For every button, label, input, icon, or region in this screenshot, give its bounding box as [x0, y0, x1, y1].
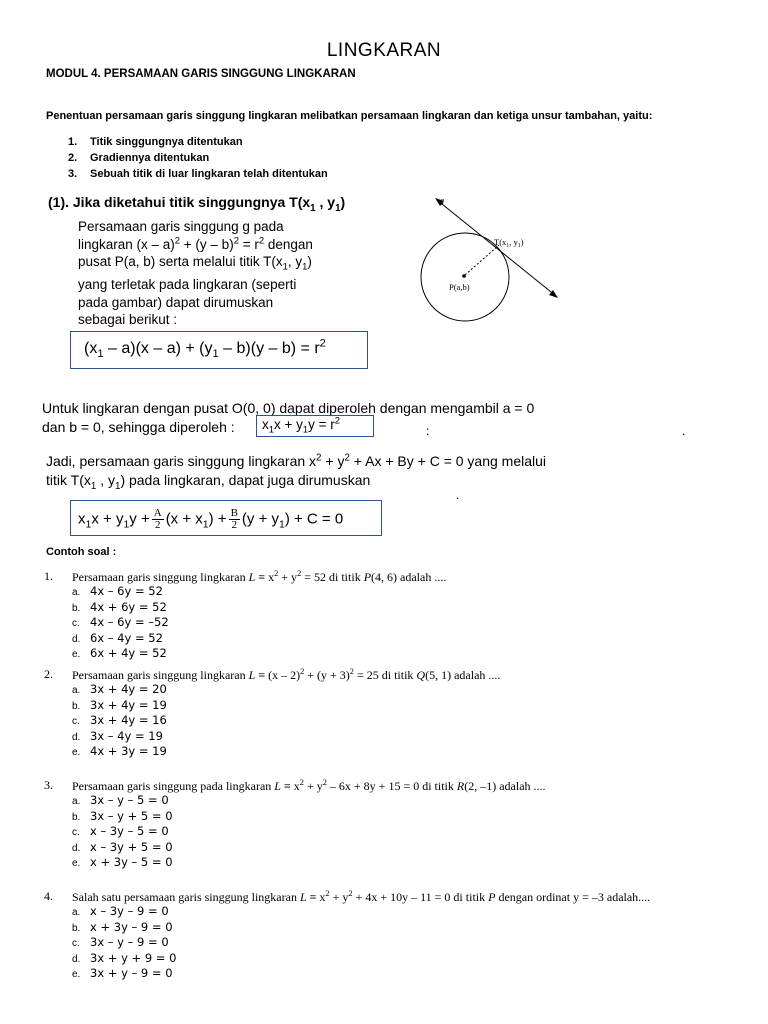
- question-text: Persamaan garis singgung lingkaran $L \equiv x^2 + y^2 = 52$ di titik P(4, 6) adalah ....: [72, 569, 447, 584]
- module-subtitle: MODUL 4. PERSAMAAN GARIS SINGGUNG LINGKARAN: [46, 68, 356, 80]
- option: b. 3x + 4y = 19: [72, 697, 167, 712]
- options-list: [72, 682, 167, 760]
- intro-paragraph: Penentuan persamaan garis singgung lingkaran melibatkan persamaan lingkaran dan ketiga unsur tambahan, yaitu:: [46, 110, 653, 122]
- option: e. 6x + 4y = 52: [72, 646, 167, 661]
- section-paragraph: Persamaan garis singgung g pada lingkaran $(x - a)^2 + (y - b)^2 = r^2$ dengan pusat P(a, b) serta melalui titik $T(x_1$, $y_1$) yang terletak pada lingkaran (seperti pada gambar) dapat dirumuskan sebagai berikut :: [78, 219, 313, 328]
- page-title: LINGKARAN: [326, 40, 442, 61]
- options-list: [72, 793, 173, 871]
- center-point: [462, 274, 466, 278]
- option: e. 4x + 3y = 19: [72, 744, 167, 759]
- option: d. 3x – 4y = 19: [72, 728, 163, 743]
- option: c. 3x – y – 9 = 0: [72, 935, 169, 950]
- circle-diagram: [416, 192, 566, 322]
- option: b. 4x + 6y = 52: [72, 599, 167, 614]
- label-tangent-point: $T(x_1$, $y_1$): [494, 237, 524, 249]
- question-text: Persamaan garis singgung lingkaran $L \equiv (x - 2)^2 + (y + 3)^2 = 25$ di titik Q(5, 1) adalah ....: [72, 667, 501, 682]
- stray-mark: .: [682, 424, 686, 438]
- option: a. 4x – 6y = 52: [72, 584, 163, 598]
- general-paragraph: Jadi, persamaan garis singgung lingkaran $x^2 + y^2 + Ax + By + C = 0$ yang melalui titik $T(x_1$ , $y_1$) pada lingkaran, dapat juga dirumuskan: [46, 452, 547, 492]
- radius-dashed-line: [465, 245, 499, 275]
- option: c. 3x + 4y = 16: [72, 713, 167, 728]
- label-g: g: [440, 196, 444, 205]
- list-item: 3. Sebuah titik di luar lingkaran telah ditentukan: [68, 168, 328, 180]
- examples-heading: Contoh soal :: [46, 546, 117, 558]
- question-text: Salah satu persamaan garis singgung lingkaran $L \equiv x^2 + y^2 + 4x + 10y - 11 = 0$ di titik P dengan ordinat y = –3 adalah....: [72, 889, 651, 904]
- option: e. 3x + y – 9 = 0: [72, 966, 173, 981]
- option: b. 3x – y + 5 = 0: [72, 808, 173, 823]
- general-formula: $x_1x + y_1y$ + $\frac{A}{2}$ $(x + x_1)$ + $\frac{B}{2}$ $(y + y_1) + C = 0$: [78, 507, 344, 531]
- option: d. 6x – 4y = 52: [72, 630, 163, 645]
- fraction-a: $\frac{A}{2}$: [153, 507, 162, 531]
- question-text: Persamaan garis singgung pada lingkaran $L \equiv x^2 + y^2 - 6x + 8y + 15 = 0$ di titik R(2, –1) adalah ....: [72, 778, 546, 793]
- option: d. x – 3y + 5 = 0: [72, 839, 173, 854]
- option: c. x – 3y – 5 = 0: [72, 824, 169, 839]
- origin-formula: $x_1x + y_1y = r^2$: [262, 415, 341, 436]
- stray-mark: :: [426, 424, 430, 438]
- option: a. 3x + 4y = 20: [72, 682, 167, 696]
- option: b. x + 3y – 9 = 0: [72, 919, 173, 934]
- label-center: P(a,b): [449, 282, 470, 292]
- elements-list: [68, 134, 328, 182]
- section-heading: (1). Jika diketahui titik singgungnya $T(x_1$ , $y_1$): [48, 194, 346, 214]
- fraction-b: $\frac{B}{2}$: [230, 507, 238, 531]
- option: e. x + 3y – 5 = 0: [72, 855, 173, 870]
- stray-mark: .: [456, 488, 460, 502]
- option: d. 3x + y + 9 = 0: [72, 950, 177, 965]
- list-item: 2. Gradiennya ditentukan: [68, 152, 210, 164]
- option: a. 3x – y – 5 = 0: [72, 793, 169, 807]
- tangent-formula: $(x_1 - a)(x - a) + (y_1 - b)(y - b) = r^2$: [84, 337, 326, 361]
- option: a. x – 3y – 9 = 0: [72, 904, 169, 918]
- list-item: 1. Titik singgungnya ditentukan: [68, 136, 243, 148]
- origin-paragraph: Untuk lingkaran dengan pusat O(0, 0) dapat diperoleh dengan mengambil a = 0 dan b = 0, sehingga diperoleh :: [42, 400, 535, 435]
- options-list: [72, 584, 169, 662]
- options-list: [72, 904, 176, 982]
- option: c. 4x – 6y = –52: [72, 615, 169, 630]
